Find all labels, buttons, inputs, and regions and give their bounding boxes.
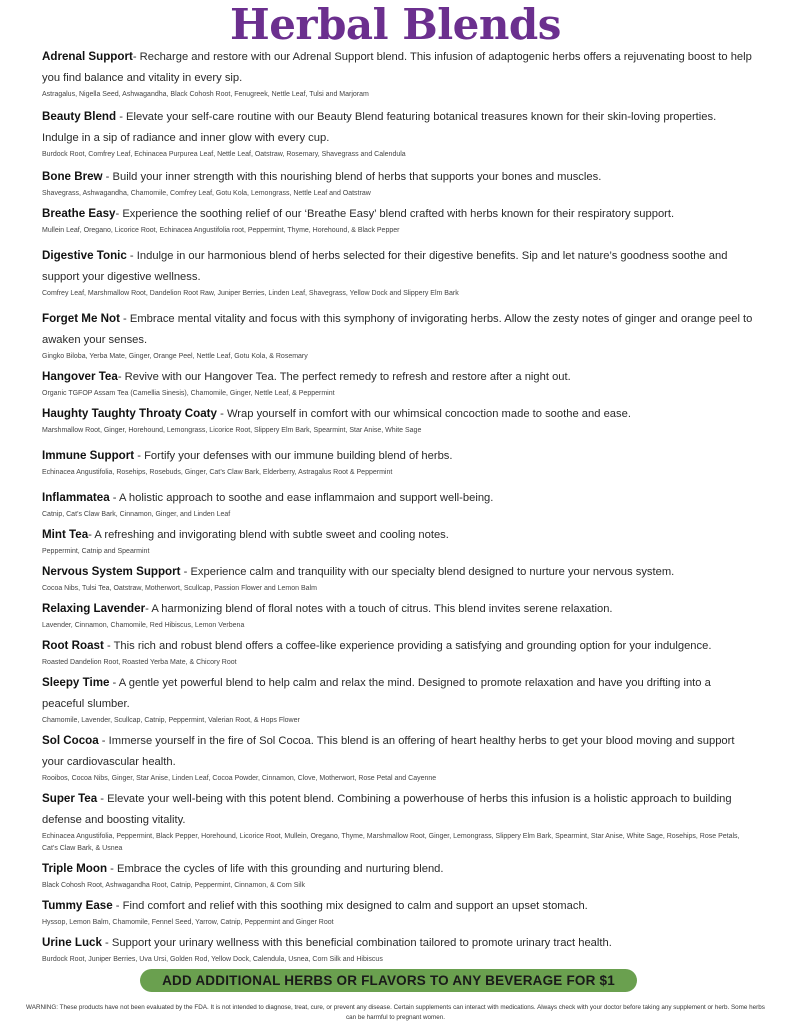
blend-ingredients: Burdock Root, Juniper Berries, Uva Ursi, Golden Rod, Yellow Dock, Calendula, Usnea, Corn Silk and Hibiscus [42,956,383,963]
blend-description: Root Roast - This rich and robust blend offers a coffee-like experience providing a satisfying and grounding option for your indulgence. [42,639,712,652]
blend-ingredients: Hyssop, Lemon Balm, Chamomile, Fennel Seed, Yarrow, Catnip, Peppermint and Ginger Root [42,919,334,926]
blend-ingredients: Burdock Root, Comfrey Leaf, Echinacea Purpurea Leaf, Nettle Leaf, Oatstraw, Rosemary, Shavegrass and Calendula [42,151,406,158]
blend-description: Forget Me Not - Embrace mental vitality and focus with this symphony of invigorating herbs. Allow the zesty notes of ginger and orange peel to awaken your senses. [42,312,753,346]
blend-ingredients: Rooibos, Cocoa Nibs, Ginger, Star Anise, Linden Leaf, Cocoa Powder, Cinnamon, Clove, Motherwort, Rose Petal and Cayenne [42,775,437,782]
blend-description: Sleepy Time - A gentle yet powerful blend to help calm and relax the mind. Designed to promote relaxation and have you drifting into a peaceful slumber. [42,676,711,710]
blend-name: Breathe Easy [42,207,116,220]
blend-ingredients: Organic TGFOP Assam Tea (Camellia Sinesis), Chamomile, Ginger, Nettle Leaf, & Peppermint [42,390,335,397]
blend-item [42,445,754,479]
blend-description: Haughty Taughty Throaty Coaty - Wrap yourself in comfort with our whimsical concoction made to soothe and ease. [42,407,631,420]
add-herbs-banner: ADD ADDITIONAL HERBS OR FLAVORS TO ANY BEVERAGE FOR $1 [140,969,637,992]
blend-name: Triple Moon [42,862,108,875]
blend-item [42,166,754,200]
blend-description: Beauty Blend - Elevate your self-care routine with our Beauty Blend featuring botanical treasures known for their skin-loving properties. Indulge in a sip of radiance and inner glow with every cup. [42,110,717,144]
blend-description: Hangover Tea- Revive with our Hangover Tea. The perfect remedy to refresh and restore after a night out. [42,370,571,383]
blend-name: Bone Brew [42,170,103,183]
blend-description: Relaxing Lavender- A harmonizing blend of floral notes with a touch of citrus. This blend invites serene relaxation. [42,602,613,615]
blend-ingredients: Lavender, Cinnamon, Chamomile, Red Hibiscus, Lemon Verbena [42,622,245,629]
blend-ingredients: Black Cohosh Root, Ashwagandha Root, Catnip, Peppermint, Cinnamon, & Corn Silk [42,882,306,889]
blend-name: Tummy Ease [42,899,113,912]
blend-name: Relaxing Lavender [42,602,146,615]
blend-description: Sol Cocoa - Immerse yourself in the fire of Sol Cocoa. This blend is an offering of heart healthy herbs to get your blood moving and support your cardiovascular health. [42,734,735,768]
blend-ingredients: Gingko Biloba, Yerba Mate, Ginger, Orange Peel, Nettle Leaf, Gotu Kola, & Rosemary [42,353,308,360]
blend-item [42,245,754,300]
blend-ingredients: Comfrey Leaf, Marshmallow Root, Dandelion Root Raw, Juniper Berries, Linden Leaf, Shavegrass, Yellow Dock and Slippery Elm Bark [42,290,459,297]
blend-ingredients: Mullein Leaf, Oregano, Licorice Root, Echinacea Angustifolia root, Peppermint, Thyme, Horehound, & Black Pepper [42,227,400,234]
blend-ingredients: Roasted Dandelion Root, Roasted Yerba Mate, & Chicory Root [42,659,237,666]
blend-name: Forget Me Not [42,312,120,325]
blend-description: Tummy Ease - Find comfort and relief with this soothing mix designed to calm and support an upset stomach. [42,899,588,912]
blend-ingredients: Echinacea Angustifolia, Peppermint, Black Pepper, Horehound, Licorice Root, Mullein, Oregano, Thyme, Marshmallow Root, Ginger, Lemongrass, Slippery Elm Bark, Spearmint, Star Anise, White Sage, Rosehips, Rose Petals, Cat’s Claw Bark, & Usnea [42,833,740,852]
blend-name: Adrenal Support [42,50,133,63]
blend-item [42,932,754,966]
blend-item [42,635,754,669]
blend-name: Mint Tea [42,528,89,541]
blend-item [42,895,754,929]
blend-item [42,598,754,632]
blend-item [42,203,754,237]
blend-item [42,672,754,727]
blend-item [42,487,754,521]
blend-ingredients: Shavegrass, Ashwagandha, Chamomile, Comfrey Leaf, Gotu Kola, Lemongrass, Nettle Leaf and Oatstraw [42,190,371,197]
blend-name: Urine Luck [42,936,102,949]
blend-description: Mint Tea- A refreshing and invigorating blend with subtle sweet and cooling notes. [42,528,449,541]
blend-name: Beauty Blend [42,110,117,123]
blend-name: Sol Cocoa [42,734,99,747]
blend-description: Nervous System Support - Experience calm and tranquility with our specialty blend designed to nurture your nervous system. [42,565,675,578]
blend-name: Nervous System Support [42,565,181,578]
blend-name: Inflammatea [42,491,110,504]
blend-description: Urine Luck - Support your urinary wellness with this beneficial combination tailored to promote urinary tract health. [42,936,612,949]
blend-item [42,730,754,785]
page-title: Herbal Blends [230,0,561,49]
blend-name: Super Tea [42,792,98,805]
blend-description: Immune Support - Fortify your defenses with our immune building blend of herbs. [42,449,453,462]
blend-description: Triple Moon - Embrace the cycles of life with this grounding and nurturing blend. [42,862,444,875]
blend-ingredients: Chamomile, Lavender, Scullcap, Catnip, Peppermint, Valerian Root, & Hops Flower [42,717,300,724]
blend-item [42,788,754,855]
blend-description: Adrenal Support- Recharge and restore with our Adrenal Support blend. This infusion of adaptogenic herbs offers a rejuvenating boost to help you find balance and vitality in every sip. [42,50,752,84]
blend-name: Immune Support [42,449,135,462]
blend-description: Breathe Easy- Experience the soothing relief of our ‘Breathe Easy’ blend crafted with herbs known for their respiratory support. [42,207,675,220]
blend-list [42,46,754,966]
blend-item [42,366,754,400]
blend-name: Digestive Tonic [42,249,127,262]
fda-warning: WARNING: These products have not been evaluated by the FDA. It is not intended to diagnose, treat, cure, or prevent any disease. Certain supplements can interact with medications. Always check with your doctor before taking any supplement or herb. Some herbs can be harmful to pregnant women. [26,1004,765,1021]
blend-ingredients: Peppermint, Catnip and Spearmint [42,548,150,555]
blend-ingredients: Catnip, Cat’s Claw Bark, Cinnamon, Ginger, and Linden Leaf [42,511,231,518]
blend-ingredients: Echinacea Angustifolia, Rosehips, Rosebuds, Ginger, Cat’s Claw Bark, Elderberry, Astragalus Root & Peppermint [42,469,393,476]
blend-ingredients: Marshmallow Root, Ginger, Horehound, Lemongrass, Licorice Root, Slippery Elm Bark, Spearmint, Star Anise, White Sage [42,427,422,434]
blend-item [42,46,754,101]
blend-name: Root Roast [42,639,104,652]
blend-item [42,403,754,437]
blend-item [42,858,754,892]
blend-ingredients: Cocoa Nibs, Tulsi Tea, Oatstraw, Motherwort, Scullcap, Passion Flower and Lemon Balm [42,585,317,592]
blend-description: Super Tea - Elevate your well-being with this potent blend. Combining a powerhouse of herbs this infusion is a holistic approach to building defense and boosting vitality. [42,792,732,826]
blend-description: Digestive Tonic - Indulge in our harmonious blend of herbs selected for their digestive benefits. Sip and let nature’s goodness soothe and support your digestive wellness. [42,249,728,283]
blend-name: Haughty Taughty Throaty Coaty [42,407,217,420]
blend-name: Hangover Tea [42,370,118,383]
blend-ingredients: Astragalus, Nigella Seed, Ashwagandha, Black Cohosh Root, Fenugreek, Nettle Leaf, Tulsi and Marjoram [42,91,369,98]
blend-item [42,524,754,558]
blend-item [42,561,754,595]
blend-name: Sleepy Time [42,676,110,689]
blend-description: Inflammatea - A holistic approach to soothe and ease inflammaion and support well-being. [42,491,494,504]
blend-item [42,106,754,161]
blend-item [42,308,754,363]
blend-description: Bone Brew - Build your inner strength with this nourishing blend of herbs that supports your bones and muscles. [42,170,602,183]
